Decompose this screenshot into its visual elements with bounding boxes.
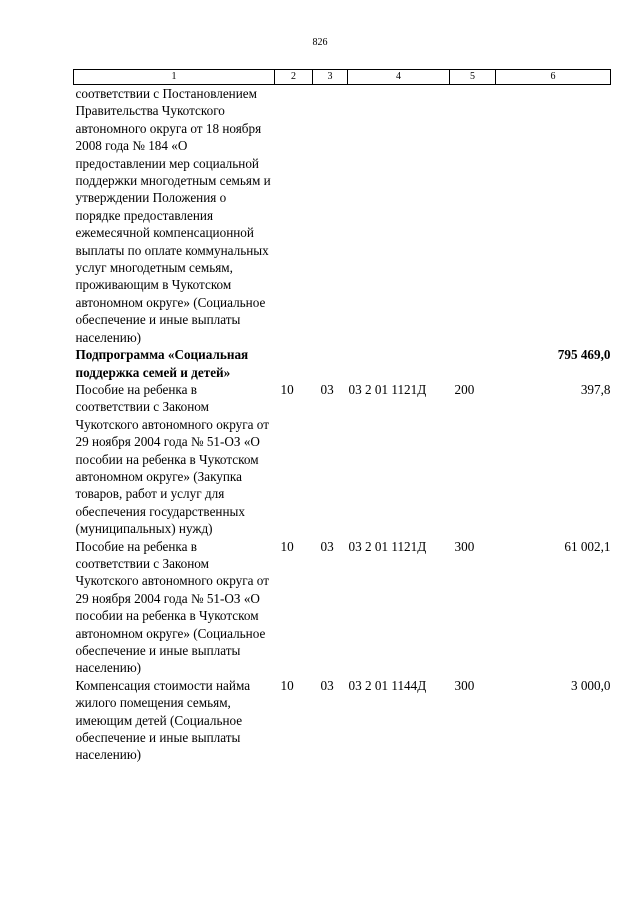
- table-row: [74, 346, 611, 381]
- table-row: [74, 85, 611, 347]
- row-section: [275, 346, 313, 381]
- row-subsection: [313, 85, 348, 347]
- row-name: Подпрограмма «Социальная поддержка семей и детей»: [75, 347, 249, 380]
- table-row: [74, 677, 611, 764]
- budget-table: [73, 69, 611, 764]
- header-col-5: 5: [450, 70, 496, 85]
- header-col-3: 3: [313, 70, 348, 85]
- table-row: [74, 538, 611, 677]
- table-row: [74, 381, 611, 538]
- row-amount: [496, 85, 611, 347]
- row-name: Пособие на ребенка в соответствии с Законом Чукотского автономного округа от 29 ноября 2004 года № 51-ОЗ «О пособии на ребенка в Чукотском автономном округе» (Закупка товаров, работ и услуг для обеспечения государственных (муниципальных) нужд): [75, 381, 269, 537]
- header-row: [74, 70, 611, 85]
- row-amount: 3 000,0: [570, 677, 611, 693]
- row-target-article: 03 2 01 1121Д: [348, 538, 427, 554]
- row-section: [275, 85, 313, 347]
- row-target-article: 03 2 01 1144Д: [348, 677, 427, 693]
- row-amount: 795 469,0: [557, 347, 611, 363]
- header-col-6: 6: [496, 70, 611, 85]
- row-subsection: 03: [320, 677, 334, 693]
- row-expense-type: 300: [454, 677, 475, 693]
- row-amount: 397,8: [580, 381, 611, 397]
- row-name: Компенсация стоимости найма жилого помещения семьям, имеющим детей (Социальное обеспечение и иные выплаты населению): [75, 677, 251, 763]
- row-name: Пособие на ребенка в соответствии с Законом Чукотского автономного округа от 29 ноября 2004 года № 51-ОЗ «О пособии на ребенка в Чукотском автономном округе» (Социальное обеспечение и иные выплаты населению): [75, 538, 269, 676]
- row-expense-type: 200: [454, 381, 475, 397]
- row-target-article: [348, 85, 450, 347]
- row-subsection: [313, 346, 348, 381]
- row-subsection: 03: [320, 538, 334, 554]
- header-col-4: 4: [348, 70, 450, 85]
- row-section: 10: [280, 381, 294, 397]
- row-expense-type: [450, 346, 496, 381]
- row-section: 10: [280, 538, 294, 554]
- row-target-article: 03 2 01 1121Д: [348, 381, 427, 397]
- row-target-article: [348, 346, 450, 381]
- row-name: соответствии с Постановлением Правительства Чукотского автономного округа от 18 ноября 2008 года № 184 «О предоставлении мер социальной поддержки многодетным семьям и утверждении Положения о порядке предоставления ежемесячной компенсационной выплаты по оплате коммунальных услуг многодетным семьям, проживающим в Чукотском автономном округе» (Социальное обеспечение и иные выплаты населению): [75, 86, 271, 345]
- row-amount: 61 002,1: [564, 538, 611, 554]
- row-section: 10: [280, 677, 294, 693]
- page-number: 826: [312, 37, 328, 48]
- header-col-2: 2: [275, 70, 313, 85]
- row-subsection: 03: [320, 381, 334, 397]
- row-expense-type: [450, 85, 496, 347]
- header-col-1: 1: [74, 70, 275, 85]
- row-expense-type: 300: [454, 538, 475, 554]
